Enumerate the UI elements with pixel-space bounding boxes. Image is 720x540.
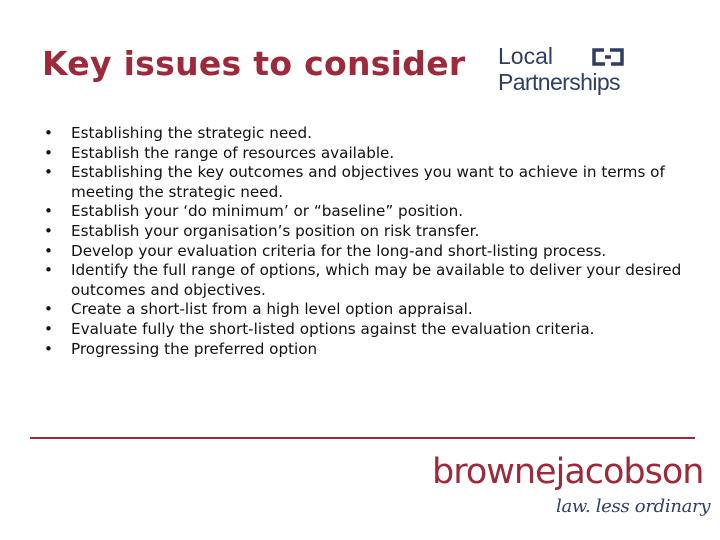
list-item — [44, 340, 694, 360]
bullet-text: Create a short-list from a high level option appraisal. — [71, 300, 473, 319]
bullet-text: Identify the full range of options, which may be available to deliver your desired outcomes and objectives. — [71, 261, 682, 299]
slide-title: Key issues to consider — [42, 44, 466, 83]
bullet-text: Develop your evaluation criteria for the long-and short-listing process. — [71, 241, 607, 260]
bullet-list — [44, 124, 694, 359]
list-item — [44, 320, 694, 340]
list-item — [44, 163, 694, 202]
local-partnerships-logo — [498, 43, 638, 99]
bullet-dot: • — [44, 261, 53, 280]
bullet-dot: • — [44, 124, 53, 142]
bullet-text: Establishing the key outcomes and objectives you want to achieve in terms of meeting the strategic need. — [71, 163, 665, 201]
bullet-dot: • — [44, 163, 53, 182]
bullet-dot: • — [44, 339, 53, 358]
bullet-text: Establish your ‘do minimum’ or “baseline” position. — [71, 202, 464, 221]
bullet-text: Establish the range of resources available. — [71, 143, 395, 162]
list-item — [44, 261, 694, 300]
list-item — [44, 202, 694, 222]
list-item — [44, 124, 694, 144]
logo-text-partnerships: Partnerships — [498, 69, 620, 95]
list-item — [44, 144, 694, 164]
footer-divider — [30, 437, 695, 439]
bullet-dot: • — [44, 319, 53, 338]
bullet-dot: • — [44, 241, 53, 260]
bullet-dot: • — [44, 221, 53, 240]
bullet-dot: • — [44, 300, 53, 319]
logo-text-local: Local — [498, 43, 553, 69]
bullet-text: Evaluate fully the short-listed options against the evaluation criteria. — [71, 319, 595, 338]
list-item — [44, 222, 694, 242]
linked-squares-icon — [590, 46, 626, 68]
bullet-dot: • — [44, 143, 53, 162]
list-item — [44, 242, 694, 262]
bullet-text: Progressing the preferred option — [71, 339, 318, 358]
list-item — [44, 300, 694, 320]
browne-jacobson-logo: brownejacobson — [432, 452, 704, 492]
browne-jacobson-tagline: law. less ordinary — [556, 496, 711, 517]
bullet-dot: • — [44, 202, 53, 221]
bullet-text: Establishing the strategic need. — [71, 124, 312, 142]
bullet-text: Establish your organisation’s position on risk transfer. — [71, 221, 480, 240]
